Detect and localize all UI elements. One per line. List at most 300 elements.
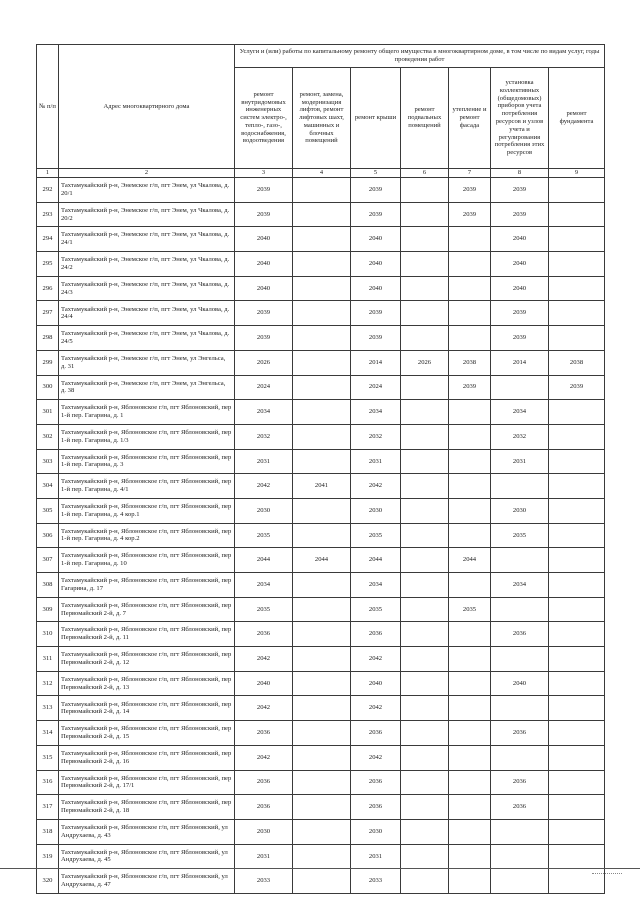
year-cell-c9 bbox=[549, 400, 605, 425]
year-cell-c7: 2035 bbox=[449, 597, 491, 622]
year-cell-c6 bbox=[401, 597, 449, 622]
year-cell-c4 bbox=[293, 375, 351, 400]
row-number: 292 bbox=[37, 178, 59, 203]
year-cell-c5: 2014 bbox=[351, 350, 401, 375]
year-cell-c5: 2042 bbox=[351, 696, 401, 721]
year-cell-c4 bbox=[293, 844, 351, 869]
row-number: 301 bbox=[37, 400, 59, 425]
row-number: 306 bbox=[37, 523, 59, 548]
year-cell-c5: 2039 bbox=[351, 326, 401, 351]
year-cell-c8 bbox=[491, 375, 549, 400]
header-col-facade: утепление и ремонт фасада bbox=[449, 68, 491, 169]
year-cell-c4 bbox=[293, 498, 351, 523]
year-cell-c7 bbox=[449, 671, 491, 696]
year-cell-c9 bbox=[549, 745, 605, 770]
row-address: Тахтамукайский р-н, Яблоновское г/п, пгт Яблоновский, пер 1-й пер. Гагарина, д. 10 bbox=[59, 548, 235, 573]
header-col-meters: установка коллективных (общедомовых) приборов учета потребления ресурсов и узлов учета и регулирования потребления этих ресурсов bbox=[491, 68, 549, 169]
year-cell-c9 bbox=[549, 474, 605, 499]
year-cell-c5: 2036 bbox=[351, 721, 401, 746]
year-cell-c6 bbox=[401, 449, 449, 474]
row-address: Тахтамукайский р-н, Энемское г/п, пгт Энем, ул Чкалова, д. 24/3 bbox=[59, 276, 235, 301]
year-cell-c8 bbox=[491, 548, 549, 573]
year-cell-c6 bbox=[401, 400, 449, 425]
row-address: Тахтамукайский р-н, Яблоновское г/п, пгт Яблоновский, пер Первомайский 2-й, д. 7 bbox=[59, 597, 235, 622]
year-cell-c3: 2034 bbox=[235, 573, 293, 598]
year-cell-c4 bbox=[293, 449, 351, 474]
column-number: 7 bbox=[449, 169, 491, 178]
year-cell-c6 bbox=[401, 375, 449, 400]
row-number: 297 bbox=[37, 301, 59, 326]
year-cell-c4 bbox=[293, 770, 351, 795]
year-cell-c3: 2040 bbox=[235, 227, 293, 252]
year-cell-c4 bbox=[293, 721, 351, 746]
year-cell-c5: 2039 bbox=[351, 202, 401, 227]
year-cell-c8: 2036 bbox=[491, 770, 549, 795]
column-number: 8 bbox=[491, 169, 549, 178]
column-number: 9 bbox=[549, 169, 605, 178]
year-cell-c5: 2031 bbox=[351, 449, 401, 474]
row-address: Тахтамукайский р-н, Яблоновское г/п, пгт Яблоновский, пер Первомайский 2-й, д. 15 bbox=[59, 721, 235, 746]
row-address: Тахтамукайский р-н, Энемское г/п, пгт Энем, ул Чкалова, д. 24/5 bbox=[59, 326, 235, 351]
row-address: Тахтамукайский р-н, Яблоновское г/п, пгт Яблоновский, пер Первомайский 2-й, д. 18 bbox=[59, 795, 235, 820]
year-cell-c8 bbox=[491, 819, 549, 844]
year-cell-c6 bbox=[401, 573, 449, 598]
year-cell-c5: 2040 bbox=[351, 276, 401, 301]
header-col-foundation: ремонт фундамента bbox=[549, 68, 605, 169]
year-cell-c7 bbox=[449, 498, 491, 523]
year-cell-c6 bbox=[401, 844, 449, 869]
year-cell-c6 bbox=[401, 647, 449, 672]
year-cell-c8 bbox=[491, 597, 549, 622]
year-cell-c6 bbox=[401, 819, 449, 844]
year-cell-c6: 2026 bbox=[401, 350, 449, 375]
row-address: Тахтамукайский р-н, Энемское г/п, пгт Энем, ул Энгельса, д. 38 bbox=[59, 375, 235, 400]
year-cell-c8: 2030 bbox=[491, 498, 549, 523]
year-cell-c9 bbox=[549, 795, 605, 820]
year-cell-c6 bbox=[401, 474, 449, 499]
row-number: 318 bbox=[37, 819, 59, 844]
page-bottom-rule bbox=[0, 868, 640, 869]
row-address: Тахтамукайский р-н, Яблоновское г/п, пгт Яблоновский, пер Первомайский 2-й, д. 12 bbox=[59, 647, 235, 672]
row-address: Тахтамукайский р-н, Яблоновское г/п, пгт Яблоновский, пер Первомайский 2-й, д. 16 bbox=[59, 745, 235, 770]
year-cell-c7 bbox=[449, 252, 491, 277]
year-cell-c5: 2040 bbox=[351, 252, 401, 277]
year-cell-c3: 2039 bbox=[235, 301, 293, 326]
row-number: 303 bbox=[37, 449, 59, 474]
table-row bbox=[37, 400, 605, 425]
year-cell-c7: 2044 bbox=[449, 548, 491, 573]
capital-repair-table bbox=[36, 44, 605, 894]
year-cell-c5: 2030 bbox=[351, 819, 401, 844]
year-cell-c9 bbox=[549, 597, 605, 622]
year-cell-c3: 2040 bbox=[235, 252, 293, 277]
table-row bbox=[37, 597, 605, 622]
row-number: 316 bbox=[37, 770, 59, 795]
row-number: 317 bbox=[37, 795, 59, 820]
year-cell-c4 bbox=[293, 597, 351, 622]
row-address: Тахтамукайский р-н, Энемское г/п, пгт Энем, ул Энгельса, д. 31 bbox=[59, 350, 235, 375]
year-cell-c7: 2039 bbox=[449, 375, 491, 400]
year-cell-c4 bbox=[293, 573, 351, 598]
year-cell-c7 bbox=[449, 573, 491, 598]
year-cell-c7 bbox=[449, 770, 491, 795]
table-row bbox=[37, 671, 605, 696]
year-cell-c7 bbox=[449, 474, 491, 499]
year-cell-c8 bbox=[491, 647, 549, 672]
year-cell-c8: 2036 bbox=[491, 795, 549, 820]
table-row bbox=[37, 647, 605, 672]
row-number: 309 bbox=[37, 597, 59, 622]
row-number: 308 bbox=[37, 573, 59, 598]
year-cell-c9 bbox=[549, 819, 605, 844]
year-cell-c5: 2042 bbox=[351, 647, 401, 672]
table-row bbox=[37, 498, 605, 523]
year-cell-c3: 2039 bbox=[235, 326, 293, 351]
year-cell-c5: 2044 bbox=[351, 548, 401, 573]
row-number: 310 bbox=[37, 622, 59, 647]
year-cell-c9: 2038 bbox=[549, 350, 605, 375]
table-row bbox=[37, 474, 605, 499]
year-cell-c3: 2040 bbox=[235, 276, 293, 301]
row-address: Тахтамукайский р-н, Энемское г/п, пгт Энем, ул Чкалова, д. 24/2 bbox=[59, 252, 235, 277]
year-cell-c5: 2034 bbox=[351, 573, 401, 598]
table-row bbox=[37, 523, 605, 548]
year-cell-c3: 2042 bbox=[235, 696, 293, 721]
year-cell-c5: 2039 bbox=[351, 178, 401, 203]
year-cell-c7 bbox=[449, 301, 491, 326]
year-cell-c7 bbox=[449, 819, 491, 844]
year-cell-c7: 2039 bbox=[449, 178, 491, 203]
table-row bbox=[37, 622, 605, 647]
table-row bbox=[37, 844, 605, 869]
table-row bbox=[37, 350, 605, 375]
year-cell-c9 bbox=[549, 671, 605, 696]
year-cell-c9 bbox=[549, 202, 605, 227]
year-cell-c5: 2042 bbox=[351, 745, 401, 770]
year-cell-c4 bbox=[293, 276, 351, 301]
year-cell-c8 bbox=[491, 696, 549, 721]
row-address: Тахтамукайский р-н, Яблоновское г/п, пгт Яблоновский, ул Андрухаева, д. 47 bbox=[59, 869, 235, 894]
year-cell-c3: 2034 bbox=[235, 400, 293, 425]
year-cell-c8 bbox=[491, 745, 549, 770]
year-cell-c5: 2032 bbox=[351, 424, 401, 449]
year-cell-c5: 2042 bbox=[351, 474, 401, 499]
year-cell-c4 bbox=[293, 326, 351, 351]
table-row bbox=[37, 227, 605, 252]
year-cell-c6 bbox=[401, 770, 449, 795]
row-number: 312 bbox=[37, 671, 59, 696]
row-address: Тахтамукайский р-н, Энемское г/п, пгт Энем, ул Чкалова, д. 24/1 bbox=[59, 227, 235, 252]
year-cell-c4 bbox=[293, 795, 351, 820]
year-cell-c4 bbox=[293, 523, 351, 548]
table-row bbox=[37, 573, 605, 598]
header-services-group: Услуги и (или) работы по капитальному ремонту общего имущества в многоквартирном доме, в том числе по видам услуг, годы проведения работ bbox=[235, 45, 605, 68]
year-cell-c5: 2035 bbox=[351, 597, 401, 622]
row-address: Тахтамукайский р-н, Яблоновское г/п, пгт Яблоновский, пер 1-й пер. Гагарина, д. 1 bbox=[59, 400, 235, 425]
header-col-elevators: ремонт, замена, модернизация лифтов, ремонт лифтовых шахт, машинных и блочных помещений bbox=[293, 68, 351, 169]
year-cell-c8: 2034 bbox=[491, 573, 549, 598]
column-number: 2 bbox=[59, 169, 235, 178]
year-cell-c6 bbox=[401, 227, 449, 252]
row-number: 305 bbox=[37, 498, 59, 523]
column-number: 5 bbox=[351, 169, 401, 178]
year-cell-c6 bbox=[401, 276, 449, 301]
row-number: 307 bbox=[37, 548, 59, 573]
year-cell-c8: 2014 bbox=[491, 350, 549, 375]
year-cell-c3: 2036 bbox=[235, 770, 293, 795]
column-number: 6 bbox=[401, 169, 449, 178]
year-cell-c9 bbox=[549, 276, 605, 301]
row-number: 298 bbox=[37, 326, 59, 351]
row-address: Тахтамукайский р-н, Яблоновское г/п, пгт Яблоновский, ул Андрухаева, д. 43 bbox=[59, 819, 235, 844]
year-cell-c3: 2039 bbox=[235, 178, 293, 203]
table-body bbox=[37, 178, 605, 894]
year-cell-c6 bbox=[401, 795, 449, 820]
header-address: Адрес многоквартирного дома bbox=[59, 45, 235, 169]
year-cell-c4 bbox=[293, 227, 351, 252]
year-cell-c7 bbox=[449, 523, 491, 548]
year-cell-c5: 2040 bbox=[351, 671, 401, 696]
year-cell-c4 bbox=[293, 202, 351, 227]
table-row bbox=[37, 696, 605, 721]
year-cell-c9 bbox=[549, 770, 605, 795]
row-number: 296 bbox=[37, 276, 59, 301]
column-number: 3 bbox=[235, 169, 293, 178]
year-cell-c5: 2040 bbox=[351, 227, 401, 252]
year-cell-c6 bbox=[401, 548, 449, 573]
year-cell-c6 bbox=[401, 252, 449, 277]
year-cell-c3: 2042 bbox=[235, 647, 293, 672]
year-cell-c7: 2038 bbox=[449, 350, 491, 375]
row-address: Тахтамукайский р-н, Яблоновское г/п, пгт Яблоновский, пер Первомайский 2-й, д. 17/1 bbox=[59, 770, 235, 795]
year-cell-c6 bbox=[401, 671, 449, 696]
year-cell-c6 bbox=[401, 523, 449, 548]
table-row bbox=[37, 202, 605, 227]
year-cell-c9 bbox=[549, 696, 605, 721]
year-cell-c8: 2036 bbox=[491, 721, 549, 746]
table-row bbox=[37, 721, 605, 746]
year-cell-c6 bbox=[401, 424, 449, 449]
year-cell-c8: 2034 bbox=[491, 400, 549, 425]
row-number: 311 bbox=[37, 647, 59, 672]
year-cell-c5: 2039 bbox=[351, 301, 401, 326]
year-cell-c6 bbox=[401, 301, 449, 326]
table-row bbox=[37, 375, 605, 400]
year-cell-c4 bbox=[293, 869, 351, 894]
column-number: 1 bbox=[37, 169, 59, 178]
row-number: 315 bbox=[37, 745, 59, 770]
table-row bbox=[37, 424, 605, 449]
row-address: Тахтамукайский р-н, Яблоновское г/п, пгт Яблоновский, пер Первомайский 2-й, д. 11 bbox=[59, 622, 235, 647]
table-row bbox=[37, 745, 605, 770]
table-row bbox=[37, 178, 605, 203]
year-cell-c3: 2035 bbox=[235, 523, 293, 548]
year-cell-c5: 2030 bbox=[351, 498, 401, 523]
year-cell-c4 bbox=[293, 745, 351, 770]
year-cell-c3: 2032 bbox=[235, 424, 293, 449]
table-row bbox=[37, 548, 605, 573]
table-row bbox=[37, 819, 605, 844]
year-cell-c6 bbox=[401, 745, 449, 770]
year-cell-c8: 2040 bbox=[491, 276, 549, 301]
year-cell-c9 bbox=[549, 227, 605, 252]
year-cell-c7: 2039 bbox=[449, 202, 491, 227]
year-cell-c3: 2031 bbox=[235, 449, 293, 474]
year-cell-c3: 2039 bbox=[235, 202, 293, 227]
year-cell-c7 bbox=[449, 276, 491, 301]
year-cell-c7 bbox=[449, 647, 491, 672]
row-number: 300 bbox=[37, 375, 59, 400]
year-cell-c7 bbox=[449, 622, 491, 647]
row-address: Тахтамукайский р-н, Яблоновское г/п, пгт Яблоновский, пер Первомайский 2-й, д. 14 bbox=[59, 696, 235, 721]
table-row bbox=[37, 276, 605, 301]
year-cell-c6 bbox=[401, 721, 449, 746]
year-cell-c9 bbox=[549, 721, 605, 746]
year-cell-c7 bbox=[449, 844, 491, 869]
year-cell-c8: 2035 bbox=[491, 523, 549, 548]
row-address: Тахтамукайский р-н, Энемское г/п, пгт Энем, ул Чкалова, д. 24/4 bbox=[59, 301, 235, 326]
year-cell-c5: 2031 bbox=[351, 844, 401, 869]
year-cell-c6 bbox=[401, 498, 449, 523]
year-cell-c9 bbox=[549, 178, 605, 203]
year-cell-c8: 2031 bbox=[491, 449, 549, 474]
year-cell-c3: 2036 bbox=[235, 721, 293, 746]
year-cell-c8: 2040 bbox=[491, 671, 549, 696]
table-row bbox=[37, 301, 605, 326]
year-cell-c4 bbox=[293, 350, 351, 375]
row-address: Тахтамукайский р-н, Яблоновское г/п, пгт Яблоновский, пер 1-й пер. Гагарина, д. 4 кор.1 bbox=[59, 498, 235, 523]
row-address: Тахтамукайский р-н, Яблоновское г/п, пгт Яблоновский, пер Гагарина, д. 17 bbox=[59, 573, 235, 598]
year-cell-c9 bbox=[549, 523, 605, 548]
table-row bbox=[37, 449, 605, 474]
row-number: 319 bbox=[37, 844, 59, 869]
table-row bbox=[37, 252, 605, 277]
row-number: 320 bbox=[37, 869, 59, 894]
year-cell-c4 bbox=[293, 252, 351, 277]
year-cell-c3: 2030 bbox=[235, 819, 293, 844]
row-number: 293 bbox=[37, 202, 59, 227]
year-cell-c4 bbox=[293, 622, 351, 647]
year-cell-c9 bbox=[549, 844, 605, 869]
year-cell-c7 bbox=[449, 326, 491, 351]
year-cell-c4: 2041 bbox=[293, 474, 351, 499]
table-row bbox=[37, 326, 605, 351]
row-number: 304 bbox=[37, 474, 59, 499]
year-cell-c8: 2039 bbox=[491, 202, 549, 227]
row-number: 295 bbox=[37, 252, 59, 277]
year-cell-c4 bbox=[293, 819, 351, 844]
year-cell-c7 bbox=[449, 869, 491, 894]
row-address: Тахтамукайский р-н, Яблоновское г/п, пгт Яблоновский, пер 1-й пер. Гагарина, д. 4/1 bbox=[59, 474, 235, 499]
year-cell-c3: 2044 bbox=[235, 548, 293, 573]
year-cell-c3: 2026 bbox=[235, 350, 293, 375]
year-cell-c5: 2035 bbox=[351, 523, 401, 548]
year-cell-c5: 2036 bbox=[351, 795, 401, 820]
year-cell-c3: 2024 bbox=[235, 375, 293, 400]
year-cell-c3: 2036 bbox=[235, 795, 293, 820]
year-cell-c8 bbox=[491, 869, 549, 894]
year-cell-c9 bbox=[549, 424, 605, 449]
year-cell-c7 bbox=[449, 449, 491, 474]
year-cell-c8: 2032 bbox=[491, 424, 549, 449]
year-cell-c5: 2036 bbox=[351, 770, 401, 795]
year-cell-c4 bbox=[293, 301, 351, 326]
year-cell-c9 bbox=[549, 498, 605, 523]
year-cell-c3: 2042 bbox=[235, 745, 293, 770]
year-cell-c4 bbox=[293, 178, 351, 203]
year-cell-c9 bbox=[549, 548, 605, 573]
year-cell-c7 bbox=[449, 745, 491, 770]
row-address: Тахтамукайский р-н, Яблоновское г/п, пгт Яблоновский, ул Андрухаева, д. 45 bbox=[59, 844, 235, 869]
year-cell-c5: 2036 bbox=[351, 622, 401, 647]
year-cell-c3: 2033 bbox=[235, 869, 293, 894]
year-cell-c5: 2034 bbox=[351, 400, 401, 425]
row-number: 314 bbox=[37, 721, 59, 746]
year-cell-c4 bbox=[293, 400, 351, 425]
row-number: 302 bbox=[37, 424, 59, 449]
year-cell-c8 bbox=[491, 844, 549, 869]
year-cell-c4 bbox=[293, 647, 351, 672]
year-cell-c9 bbox=[549, 573, 605, 598]
year-cell-c7 bbox=[449, 721, 491, 746]
year-cell-c6 bbox=[401, 326, 449, 351]
year-cell-c9 bbox=[549, 252, 605, 277]
year-cell-c5: 2033 bbox=[351, 869, 401, 894]
year-cell-c7 bbox=[449, 795, 491, 820]
year-cell-c7 bbox=[449, 696, 491, 721]
year-cell-c8: 2040 bbox=[491, 252, 549, 277]
year-cell-c7 bbox=[449, 400, 491, 425]
year-cell-c9: 2039 bbox=[549, 375, 605, 400]
year-cell-c7 bbox=[449, 227, 491, 252]
year-cell-c6 bbox=[401, 869, 449, 894]
header-col-roof: ремонт крыши bbox=[351, 68, 401, 169]
header-col-basement: ремонт подвальных помещений bbox=[401, 68, 449, 169]
row-address: Тахтамукайский р-н, Энемское г/п, пгт Энем, ул Чкалова, д. 20/1 bbox=[59, 178, 235, 203]
table-row bbox=[37, 795, 605, 820]
table-row bbox=[37, 770, 605, 795]
header-num: № п/п bbox=[37, 45, 59, 169]
year-cell-c8: 2036 bbox=[491, 622, 549, 647]
year-cell-c9 bbox=[549, 647, 605, 672]
row-address: Тахтамукайский р-н, Энемское г/п, пгт Энем, ул Чкалова, д. 20/2 bbox=[59, 202, 235, 227]
year-cell-c7 bbox=[449, 424, 491, 449]
year-cell-c8: 2039 bbox=[491, 326, 549, 351]
year-cell-c9 bbox=[549, 301, 605, 326]
column-number: 4 bbox=[293, 169, 351, 178]
row-address: Тахтамукайский р-н, Яблоновское г/п, пгт Яблоновский, пер Первомайский 2-й, д. 13 bbox=[59, 671, 235, 696]
year-cell-c3: 2031 bbox=[235, 844, 293, 869]
year-cell-c9 bbox=[549, 326, 605, 351]
row-address: Тахтамукайский р-н, Яблоновское г/п, пгт Яблоновский, пер 1-й пер. Гагарина, д. 4 кор.2 bbox=[59, 523, 235, 548]
year-cell-c4: 2044 bbox=[293, 548, 351, 573]
year-cell-c5: 2024 bbox=[351, 375, 401, 400]
year-cell-c6 bbox=[401, 202, 449, 227]
row-number: 299 bbox=[37, 350, 59, 375]
header-col-engineering: ремонт внутридомовых инженерных систем электро-, тепло-, газо-, водоснабжения, водоотведения bbox=[235, 68, 293, 169]
year-cell-c4 bbox=[293, 424, 351, 449]
row-number: 294 bbox=[37, 227, 59, 252]
year-cell-c8: 2039 bbox=[491, 301, 549, 326]
year-cell-c3: 2035 bbox=[235, 597, 293, 622]
year-cell-c4 bbox=[293, 696, 351, 721]
row-number: 313 bbox=[37, 696, 59, 721]
column-number-row bbox=[37, 169, 605, 178]
year-cell-c6 bbox=[401, 178, 449, 203]
year-cell-c3: 2042 bbox=[235, 474, 293, 499]
year-cell-c8 bbox=[491, 474, 549, 499]
year-cell-c9 bbox=[549, 622, 605, 647]
